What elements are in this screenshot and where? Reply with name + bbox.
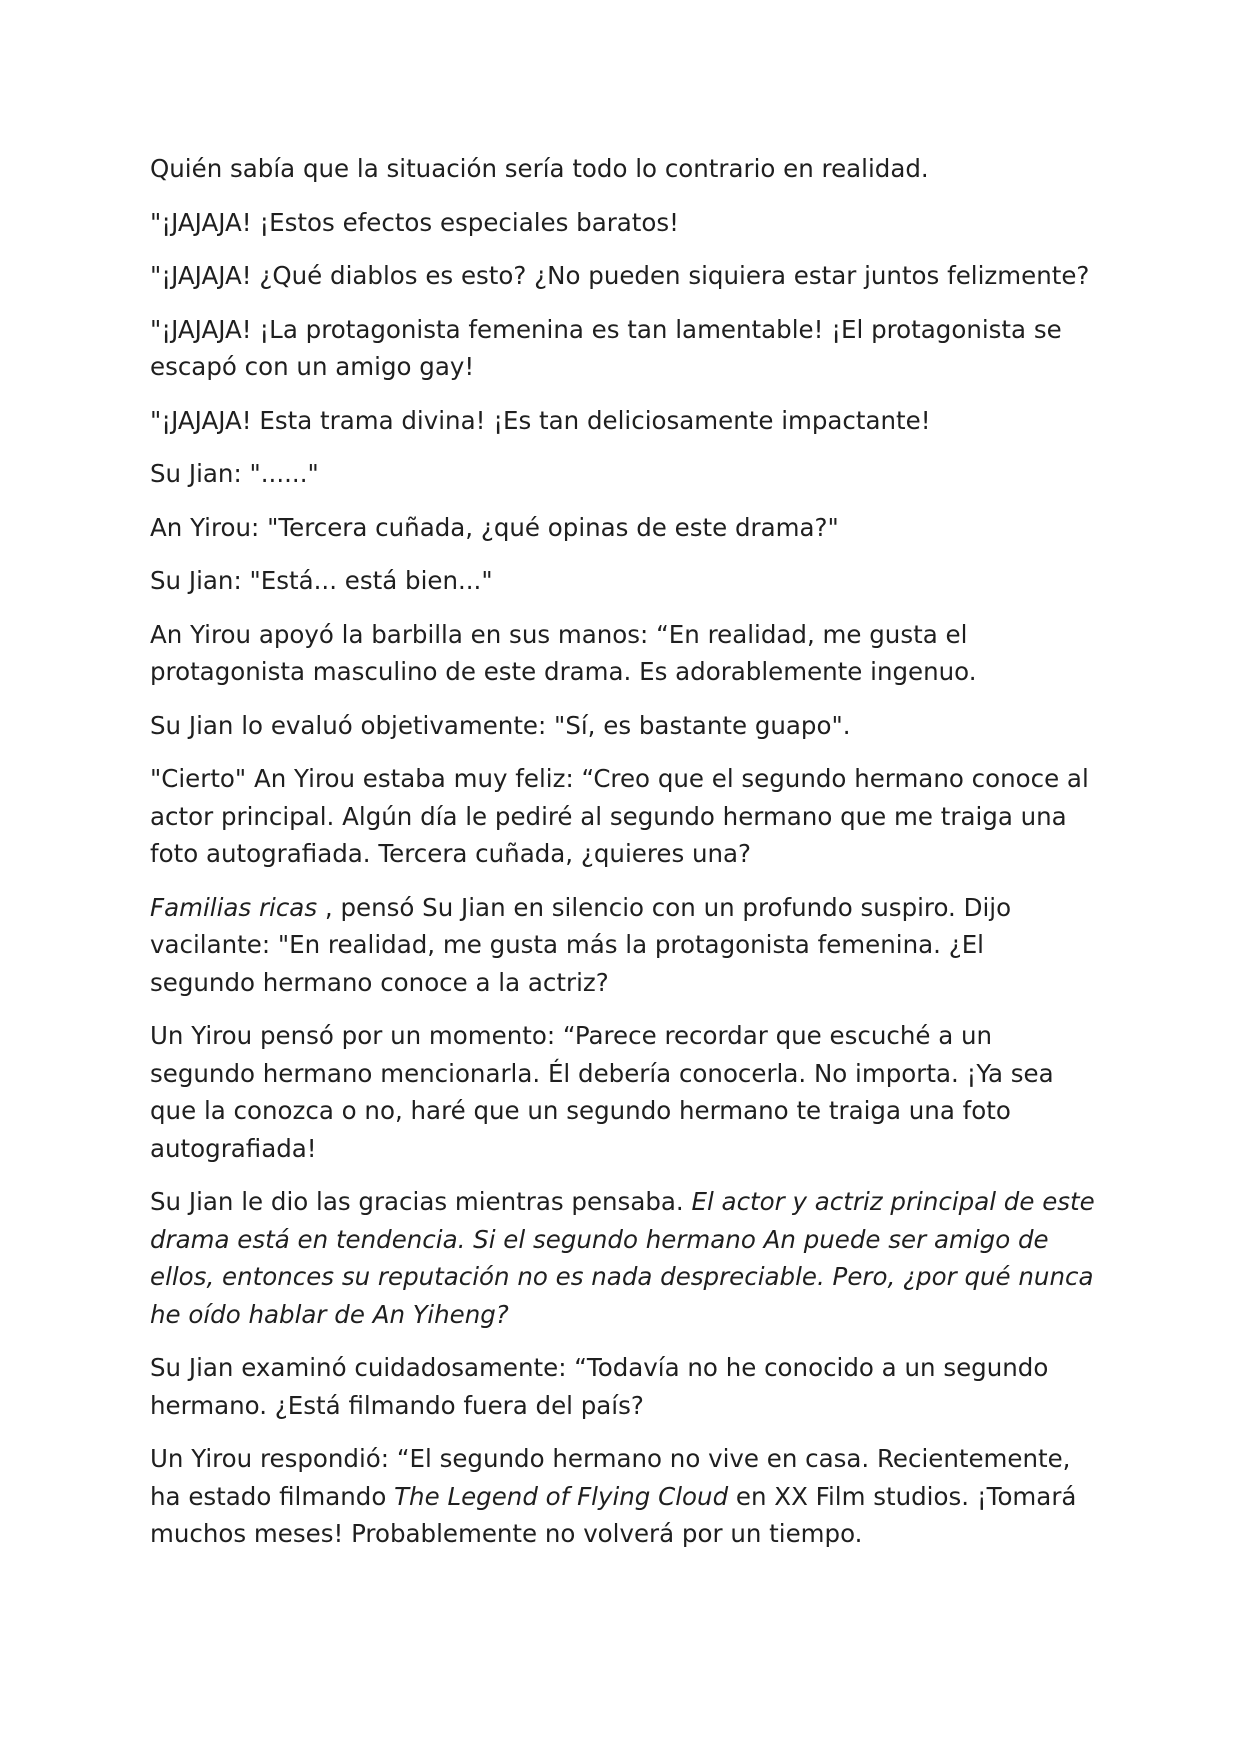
paragraph-text: Su Jian: "......" xyxy=(150,459,319,488)
paragraph xyxy=(150,889,1095,1002)
paragraph xyxy=(150,402,1095,440)
paragraph xyxy=(150,760,1095,873)
italic-text: Familias ricas xyxy=(150,892,318,922)
paragraph-text: "¡JAJAJA! ¡La protagonista femenina es tan lamentable! ¡El protagonista se escapó con un amigo gay! xyxy=(150,314,1070,381)
paragraph-text: "¡JAJAJA! ¡Estos efectos especiales baratos! xyxy=(150,207,679,237)
paragraph xyxy=(150,257,1095,295)
paragraph-text: Su Jian le dio las gracias mientras pensaba. xyxy=(150,1187,692,1216)
paragraph xyxy=(150,707,1095,745)
paragraph xyxy=(150,150,1095,188)
italic-text: The Legend of Flying Cloud xyxy=(394,1481,729,1511)
paragraph-text: Un Yirou respondió: “El segundo hermano no vive en casa. Recientemente, ha estado filmando xyxy=(150,1444,1079,1511)
paragraph-text: Quién sabía que la situación sería todo lo contrario en realidad. xyxy=(150,154,929,183)
paragraph-text: Su Jian examinó cuidadosamente: “Todavía no he conocido a un segundo hermano. ¿Está filmando fuera del país? xyxy=(150,1353,1057,1420)
paragraph-text: "¡JAJAJA! ¿Qué diablos es esto? ¿No pueden siquiera estar juntos felizmente? xyxy=(150,261,1090,290)
italic-text: El actor y actriz principal de este drama está en tendencia. Si el segundo hermano An puede ser amigo de ellos, entonces su reputación no es nada despreciable. Pero, ¿por qué nunca he oído hablar de An Yiheng? xyxy=(150,1187,1103,1329)
paragraph xyxy=(150,1349,1095,1424)
paragraph xyxy=(150,204,1095,242)
paragraph-text: Su Jian: "Está... está bien..." xyxy=(150,566,493,595)
paragraph xyxy=(150,455,1095,493)
paragraph xyxy=(150,616,1095,691)
paragraph-text: Su Jian lo evaluó objetivamente: "Sí, es bastante guapo". xyxy=(150,710,851,740)
paragraph-text: en XX Film studios. ¡Tomará muchos meses! Probablemente no volverá por un tiempo. xyxy=(150,1481,1085,1548)
paragraph xyxy=(150,311,1095,386)
paragraph xyxy=(150,1017,1095,1167)
paragraph-text: "Cierto" An Yirou estaba muy feliz: “Creo que el segundo hermano conoce al actor principal. Algún día le pediré al segundo hermano que me traiga una foto autografiada. Tercera cuñada, ¿quieres una? xyxy=(150,764,1097,868)
paragraph xyxy=(150,509,1095,547)
document-page xyxy=(150,150,1103,1569)
paragraph-text: "¡JAJAJA! Esta trama divina! ¡Es tan deliciosamente impactante! xyxy=(150,405,931,435)
paragraph-text: An Yirou apoyó la barbilla en sus manos: “En realidad, me gusta el protagonista masculino de este drama. Es adorablemente ingenuo. xyxy=(150,619,977,686)
paragraph-text: , pensó Su Jian en silencio con un profundo suspiro. Dijo vacilante: "En realidad, me gusta más la protagonista femenina. ¿El segundo hermano conoce a la actriz? xyxy=(150,892,1019,997)
paragraph-text: An Yirou: "Tercera cuñada, ¿qué opinas de este drama?" xyxy=(150,512,839,542)
paragraph xyxy=(150,1183,1103,1333)
paragraph xyxy=(150,1440,1095,1553)
paragraph-text: Un Yirou pensó por un momento: “Parece recordar que escuché a un segundo hermano mencionarla. Él debería conocerla. No importa. ¡Ya sea que la conozca o no, haré que un segundo hermano te traiga una foto autografiada! xyxy=(150,1021,1062,1163)
paragraph xyxy=(150,562,1095,600)
